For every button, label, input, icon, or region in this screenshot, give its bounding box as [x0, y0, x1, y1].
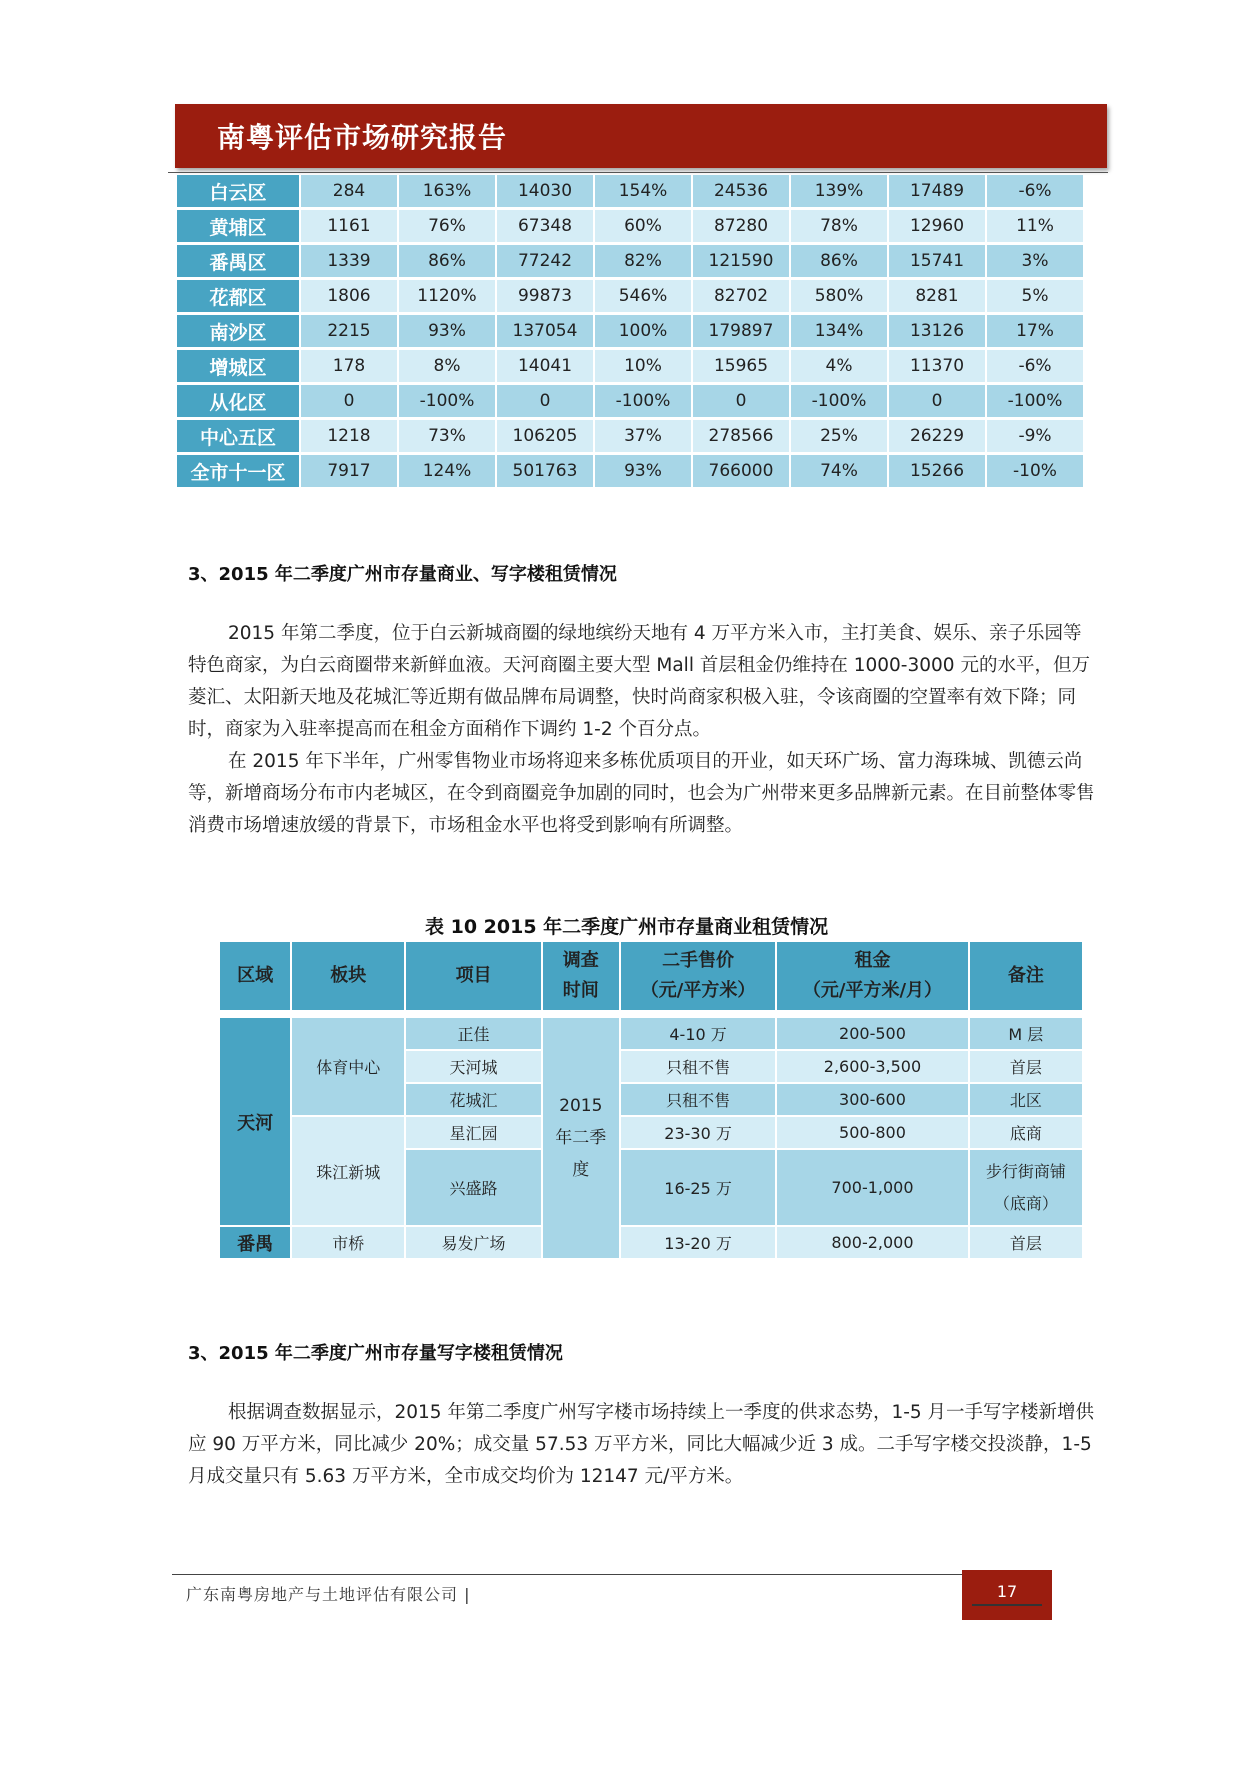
table-cell: 15266 [889, 455, 985, 487]
table-cell: 178 [301, 350, 397, 382]
table-cell: 73% [399, 420, 495, 452]
note-cell: 首层 [970, 1051, 1082, 1082]
table-cell: 17489 [889, 175, 985, 207]
table-cell: 24536 [693, 175, 789, 207]
block-sports-center: 体育中心 [292, 1018, 404, 1115]
period-line2: 年二季 [555, 1128, 607, 1148]
header-price [621, 942, 775, 1010]
table-cell: 580% [791, 280, 887, 312]
rent-cell: 500-800 [777, 1117, 967, 1148]
table-cell: -100% [595, 385, 691, 417]
project-cell: 正佳 [406, 1018, 540, 1049]
table-cell: 14041 [497, 350, 593, 382]
table-cell: 11370 [889, 350, 985, 382]
row-header: 全市十一区 [177, 455, 299, 487]
report-banner [175, 104, 1107, 168]
table-cell: 139% [791, 175, 887, 207]
table-cell: 14030 [497, 175, 593, 207]
table-row [177, 350, 1083, 382]
table-cell: 0 [497, 385, 593, 417]
table-cell: 1161 [301, 210, 397, 242]
table-cell: 10% [595, 350, 691, 382]
zone-panyu: 番禺 [220, 1227, 290, 1258]
table-cell: -6% [987, 175, 1083, 207]
table-cell: 7917 [301, 455, 397, 487]
table-caption: 表 10 2015 年二季度广州市存量商业租赁情况 [425, 916, 829, 938]
project-cell: 星汇园 [406, 1117, 540, 1148]
table-cell: 501763 [497, 455, 593, 487]
table-cell: 99873 [497, 280, 593, 312]
table-cell: 86% [791, 245, 887, 277]
price-cell: 16-25 万 [621, 1150, 775, 1225]
row-header: 增城区 [177, 350, 299, 382]
note-cell: M 层 [970, 1018, 1082, 1049]
price-cell: 只租不售 [621, 1084, 775, 1115]
table-cell: 134% [791, 315, 887, 347]
header-block: 板块 [292, 942, 404, 1010]
table-cell: 86% [399, 245, 495, 277]
table-row [177, 315, 1083, 347]
header-zone: 区域 [220, 942, 290, 1010]
table-cell: 278566 [693, 420, 789, 452]
table-cell: 82% [595, 245, 691, 277]
header-rent [777, 942, 967, 1010]
table-cell: 1806 [301, 280, 397, 312]
table-cell: 546% [595, 280, 691, 312]
project-cell: 天河城 [406, 1051, 540, 1082]
table-cell: 76% [399, 210, 495, 242]
page-number-underline [972, 1604, 1042, 1606]
district-table [175, 172, 1085, 490]
table-cell: 8% [399, 350, 495, 382]
header-project: 项目 [406, 942, 540, 1010]
header-price-line2: （元/平方米） [640, 980, 756, 1001]
header-rent-line2: （元/平方米/月） [802, 980, 943, 1001]
section-heading-commercial: 3、2015 年二季度广州市存量商业、写字楼租赁情况 [188, 564, 617, 585]
header-period-line1: 调查 [562, 950, 599, 971]
row-header: 黄埔区 [177, 210, 299, 242]
footer-company: 广东南粤房地产与土地评估有限公司 | [186, 1585, 471, 1604]
period-line1: 2015 [559, 1096, 603, 1116]
project-cell: 花城汇 [406, 1084, 540, 1115]
block-zhujiang: 珠江新城 [292, 1117, 404, 1225]
header-price-line1: 二手售价 [662, 950, 735, 971]
header-rent-line1: 租金 [854, 950, 891, 971]
note-line2: （底商） [993, 1193, 1058, 1213]
header-period-line2: 时间 [562, 980, 599, 1001]
header-note: 备注 [970, 942, 1082, 1010]
section-heading-office: 3、2015 年二季度广州市存量写字楼租赁情况 [188, 1343, 563, 1364]
table-cell: 93% [399, 315, 495, 347]
table-cell: 3% [987, 245, 1083, 277]
table-row [177, 245, 1083, 277]
row-header: 中心五区 [177, 420, 299, 452]
price-cell: 只租不售 [621, 1051, 775, 1082]
table-cell: -100% [987, 385, 1083, 417]
table-cell: 106205 [497, 420, 593, 452]
zone-tianhe: 天河 [220, 1018, 290, 1225]
table-cell: 60% [595, 210, 691, 242]
survey-period [543, 1018, 619, 1258]
table-cell: 179897 [693, 315, 789, 347]
table-row [177, 210, 1083, 242]
table-cell: 0 [301, 385, 397, 417]
table-cell: 93% [595, 455, 691, 487]
table-cell: 82702 [693, 280, 789, 312]
rental-table [218, 940, 1084, 1260]
table-cell: 766000 [693, 455, 789, 487]
table-cell: 1120% [399, 280, 495, 312]
table-cell: -100% [399, 385, 495, 417]
table-cell: -9% [987, 420, 1083, 452]
block-shiqiao: 市桥 [292, 1227, 404, 1258]
table-cell: 37% [595, 420, 691, 452]
table-cell: 0 [889, 385, 985, 417]
table-cell: 137054 [497, 315, 593, 347]
project-cell: 易发广场 [406, 1227, 540, 1258]
table-cell: -10% [987, 455, 1083, 487]
price-cell: 4-10 万 [621, 1018, 775, 1049]
project-cell: 兴盛路 [406, 1150, 540, 1225]
table-cell: 1218 [301, 420, 397, 452]
table-cell: 154% [595, 175, 691, 207]
note-line1: 步行街商铺 [985, 1161, 1066, 1181]
table-cell: 74% [791, 455, 887, 487]
table-cell: 0 [693, 385, 789, 417]
section1-body [188, 618, 1098, 842]
table-cell: -100% [791, 385, 887, 417]
table-cell: 284 [301, 175, 397, 207]
table-cell: 13126 [889, 315, 985, 347]
table-cell: -6% [987, 350, 1083, 382]
period-line3: 度 [572, 1160, 590, 1180]
rent-cell: 300-600 [777, 1084, 967, 1115]
note-cell: 首层 [970, 1227, 1082, 1258]
rent-cell: 800-2,000 [777, 1227, 967, 1258]
note-cell: 底商 [970, 1117, 1082, 1148]
rent-cell: 200-500 [777, 1018, 967, 1049]
table-cell: 2215 [301, 315, 397, 347]
paragraph: 在 2015 年下半年，广州零售物业市场将迎来多栋优质项目的开业，如天环广场、富力海珠城、凯德云尚等，新增商场分布市内老城区，在令到商圈竞争加剧的同时，也会为广州带来更多品牌新元素。在目前整体零售消费市场增速放缓的背景下，市场租金水平也将受到影响有所调整。 [188, 751, 1095, 836]
section2-body [188, 1397, 1098, 1493]
row-header: 番禺区 [177, 245, 299, 277]
table-row [177, 455, 1083, 487]
table-row [177, 175, 1083, 207]
note-cell [970, 1150, 1082, 1225]
table-cell: 5% [987, 280, 1083, 312]
paragraph: 根据调查数据显示，2015 年第二季度广州写字楼市场持续上一季度的供求态势，1-5 月一手写字楼新增供应 90 万平方米，同比减少 20%；成交量 57.53 万平方米，同比大幅减少近 3 成。二手写字楼交投淡静，1-5 月成交量只有 5.63 万平方米，全市成交均价为 12147 元/平方米。 [188, 1402, 1095, 1487]
table-cell: 163% [399, 175, 495, 207]
table-cell: 15965 [693, 350, 789, 382]
table-cell: 87280 [693, 210, 789, 242]
table-cell: 26229 [889, 420, 985, 452]
table-row [177, 420, 1083, 452]
table-cell: 15741 [889, 245, 985, 277]
table-row [177, 385, 1083, 417]
table-cell: 11% [987, 210, 1083, 242]
report-title: 南粤评估市场研究报告 [217, 121, 508, 154]
row-header: 南沙区 [177, 315, 299, 347]
table-cell: 17% [987, 315, 1083, 347]
paragraph: 2015 年第二季度，位于白云新城商圈的绿地缤纷天地有 4 万平方米入市，主打美食、娱乐、亲子乐园等特色商家，为白云商圈带来新鲜血液。天河商圈主要大型 Mall 首层租金仍维持在 1000-3000 元的水平，但万菱汇、太阳新天地及花城汇等近期有做品牌布局调整，快时尚商家积极入驻，令该商圈的空置率有效下降；同时，商家为入驻率提高而在租金方面稍作下调约 1-2 个百分点。 [188, 623, 1090, 740]
page-number: 17 [996, 1582, 1018, 1601]
rent-cell: 700-1,000 [777, 1150, 967, 1225]
page-number-box [962, 1570, 1052, 1620]
row-header: 花都区 [177, 280, 299, 312]
table-cell: 124% [399, 455, 495, 487]
row-header: 白云区 [177, 175, 299, 207]
table-cell: 77242 [497, 245, 593, 277]
table-cell: 25% [791, 420, 887, 452]
price-cell: 13-20 万 [621, 1227, 775, 1258]
header-period [543, 942, 619, 1010]
table-cell: 12960 [889, 210, 985, 242]
table-cell: 67348 [497, 210, 593, 242]
footer-divider [172, 1574, 962, 1575]
table-cell: 78% [791, 210, 887, 242]
table-cell: 4% [791, 350, 887, 382]
table-cell: 100% [595, 315, 691, 347]
rent-cell: 2,600-3,500 [777, 1051, 967, 1082]
table-row [177, 280, 1083, 312]
price-cell: 23-30 万 [621, 1117, 775, 1148]
note-cell: 北区 [970, 1084, 1082, 1115]
table-cell: 121590 [693, 245, 789, 277]
row-header: 从化区 [177, 385, 299, 417]
table-cell: 8281 [889, 280, 985, 312]
table-cell: 1339 [301, 245, 397, 277]
